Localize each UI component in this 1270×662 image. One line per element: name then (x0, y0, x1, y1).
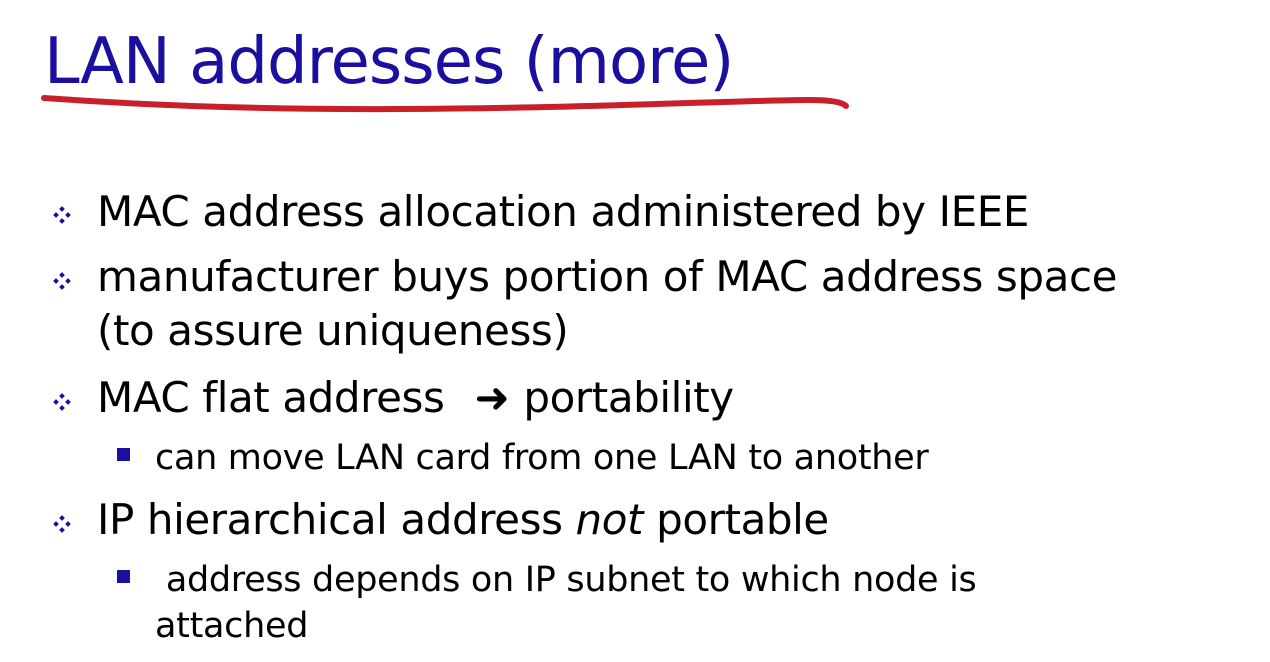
bullet-item-4-text-before: IP hierarchical address (97, 495, 576, 544)
square-bullet-icon (117, 570, 130, 583)
bullet-item-4-text-after: portable (643, 495, 829, 544)
bullet-item-3-text-before: MAC flat address (97, 373, 445, 422)
bullet-item-3-text-after: portability (523, 373, 734, 422)
sub-bullet-item-1: can move LAN card from one LAN to another (155, 438, 929, 478)
diamond-bullet-icon (53, 393, 71, 411)
bullet-item-4 (97, 494, 829, 546)
slide-title: LAN addresses (more) (44, 25, 734, 99)
diamond-bullet-icon (53, 272, 71, 290)
sub-bullet-item-2-line-1: address depends on IP subnet to which node is (155, 560, 977, 600)
bullet-item-2-line-1: manufacturer buys portion of MAC address space (97, 252, 1118, 301)
diamond-bullet-icon (53, 515, 71, 533)
right-arrow-icon: ➜ (474, 373, 510, 422)
diamond-bullet-icon (53, 206, 71, 224)
bullet-item-3 (97, 372, 734, 424)
sub-bullet-item-2-line-2: attached (155, 606, 309, 646)
square-bullet-icon (117, 448, 130, 461)
bullet-item-1: MAC address allocation administered by IEEE (97, 187, 1029, 236)
bullet-item-4-emphasis: not (575, 495, 644, 544)
bullet-item-2-line-2: (to assure uniqueness) (97, 306, 569, 355)
